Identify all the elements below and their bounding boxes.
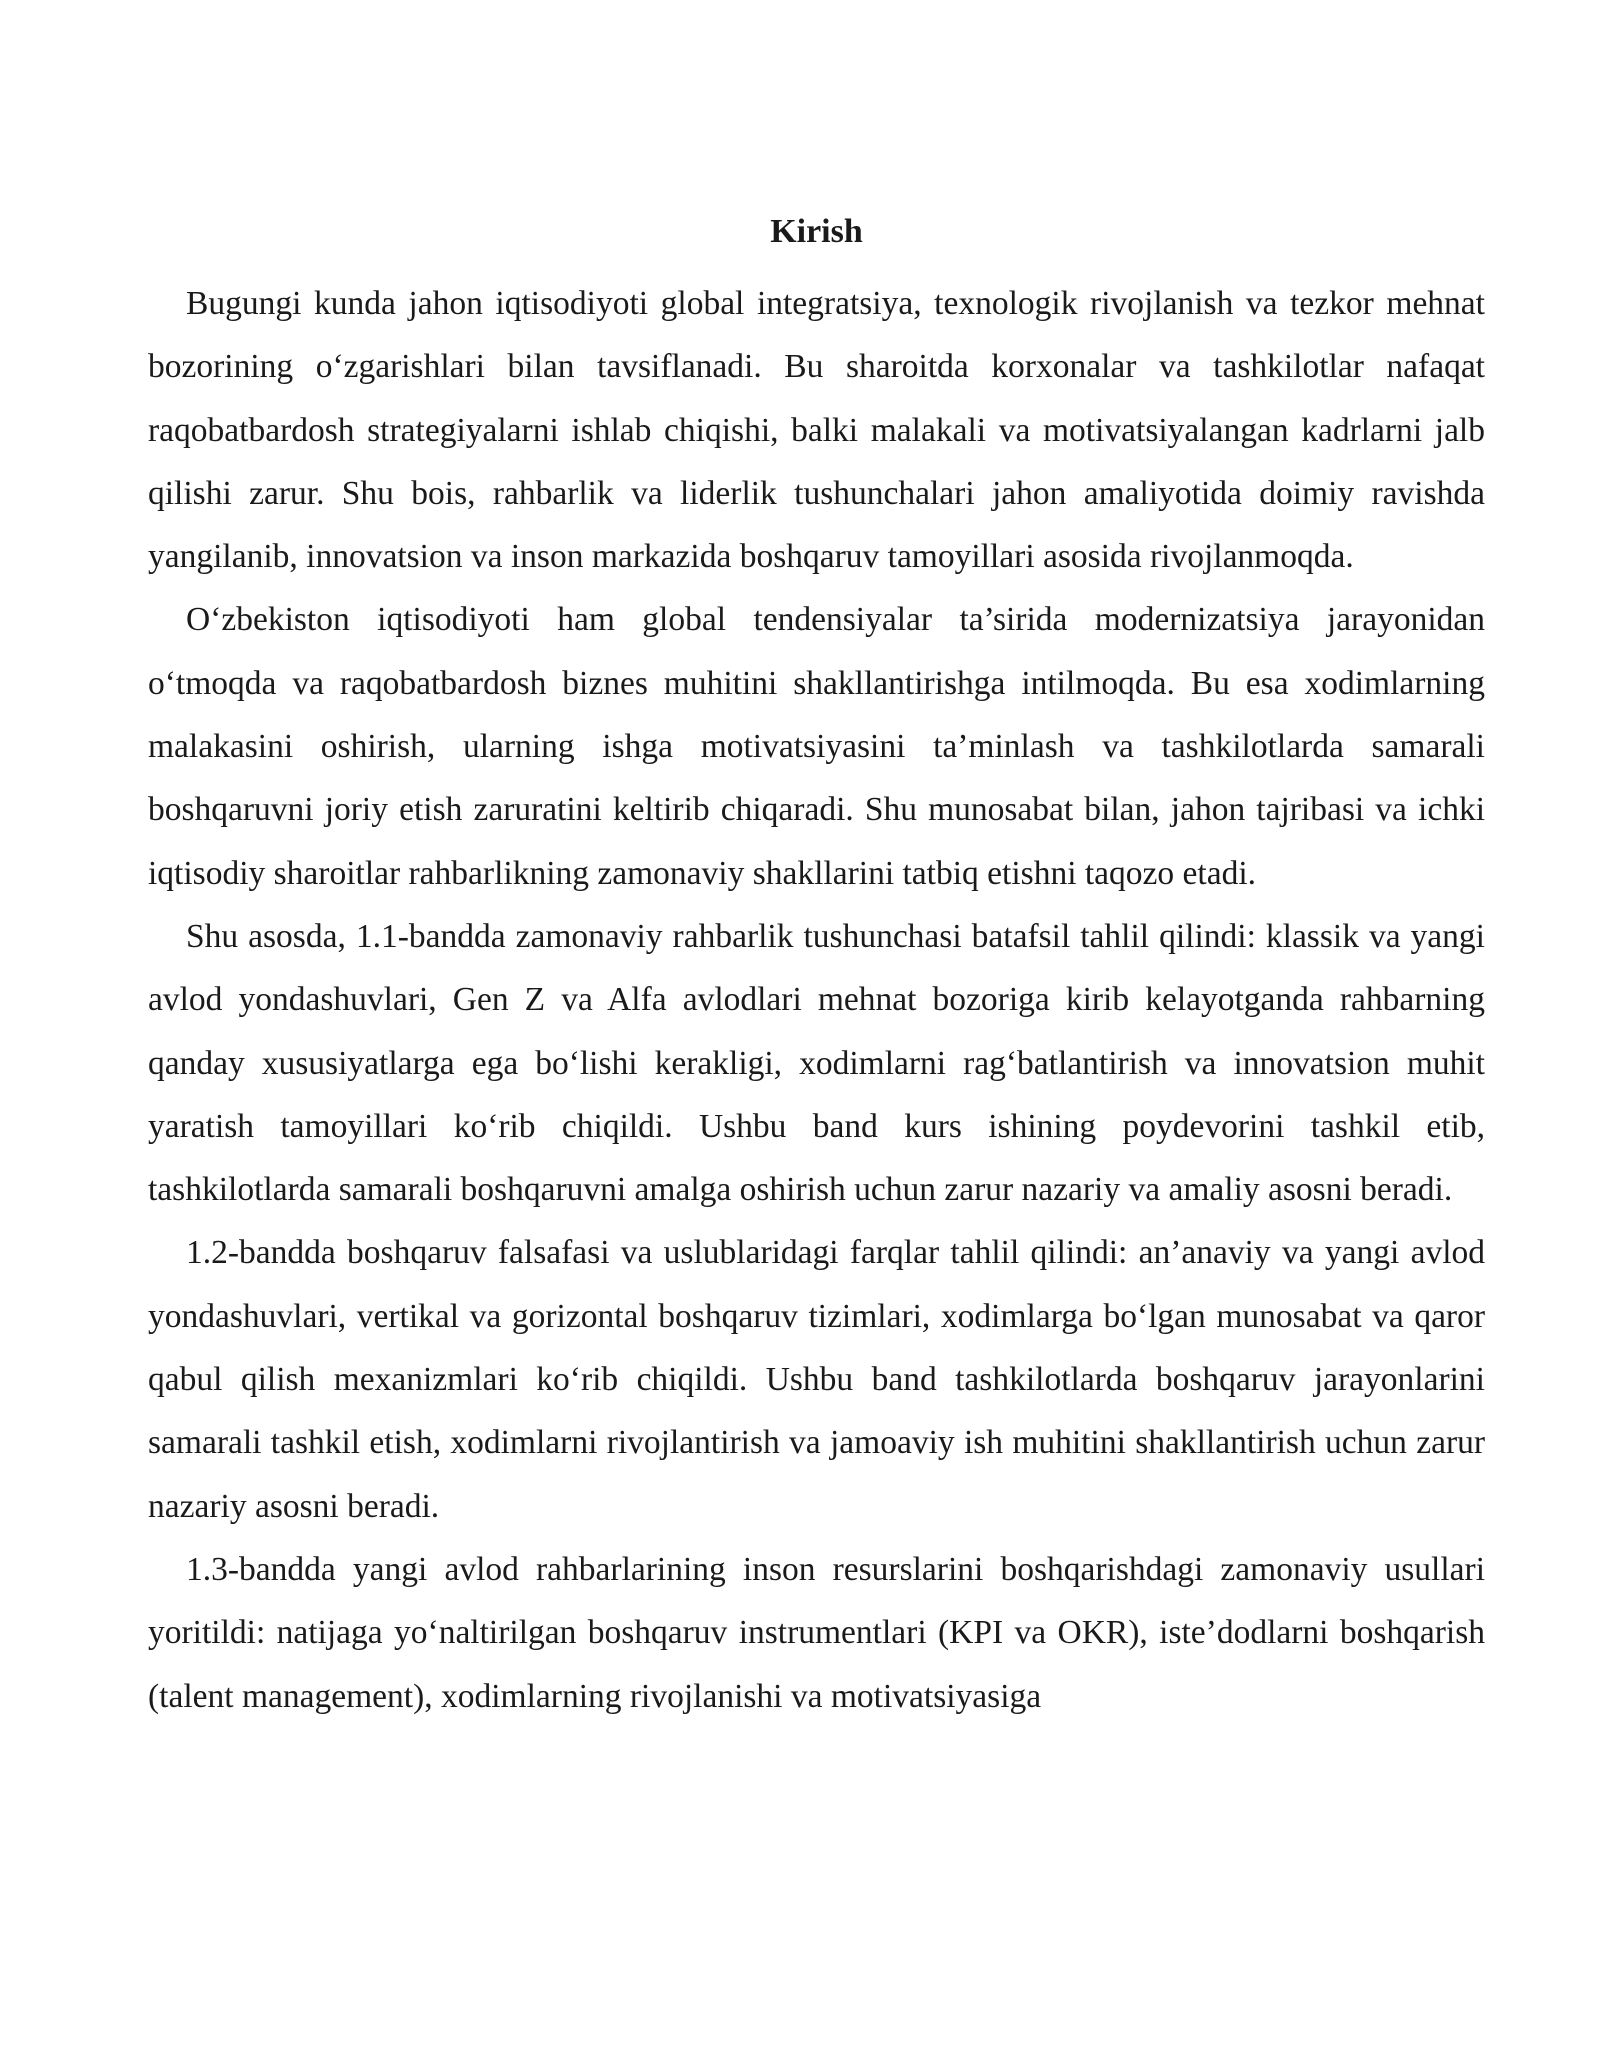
paragraph-2: O‘zbekiston iqtisodiyoti ham global tendensiyalar ta’sirida modernizatsiya jarayonidan o‘tmoqda va raqobatbardosh biznes muhitini shakllantirishga intilmoqda. Bu esa xodimlarning malakasini oshirish, ularning ishga motivatsiyasini ta’minlash va tashkilotlarda samarali boshqaruvni joriy etish zaruratini keltirib chiqaradi. Shu munosabat bilan, jahon tajribasi va ichki iqtisodiy sharoitlar rahbarlikning zamonaviy shakllarini tatbiq etishni taqozo etadi. <box>148 601 1485 892</box>
paragraph-3: Shu asosda, 1.1-bandda zamonaviy rahbarlik tushunchasi batafsil tahlil qilindi: klassik va yangi avlod yondashuvlari, Gen Z va Alfa avlodlari mehnat bozoriga kirib kelayotganda rahbarning qanday xususiyatlarga ega bo‘lishi kerakligi, xodimlarni rag‘batlantirish va innovatsion muhit yaratish tamoyillari ko‘rib chiqildi. Ushbu band kurs ishining poydevorini tashkil etib, tashkilotlarda samarali boshqaruvni amalga oshirish uchun zarur nazariy va amaliy asosni beradi. <box>148 917 1485 1209</box>
page-title: Kirish <box>770 213 863 250</box>
document-page <box>148 210 1485 1728</box>
paragraph-5: 1.3-bandda yangi avlod rahbarlarining inson resurslarini boshqarishdagi zamonaviy usullari yoritildi: natijaga yo‘naltirilgan boshqaruv instrumentlari (KPI va OKR), iste’dodlarni boshqarish (talent management), xodimlarning rivojlanishi va motivatsiyasiga <box>148 1550 1485 1715</box>
paragraph-4: 1.2-bandda boshqaruv falsafasi va uslublaridagi farqlar tahlil qilindi: an’anaviy va yangi avlod yondashuvlari, vertikal va gorizontal boshqaruv tizimlari, xodimlarga bo‘lgan munosabat va qaror qabul qilish mexanizmlari ko‘rib chiqildi. Ushbu band tashkilotlarda boshqaruv jarayonlarini samarali tashkil etish, xodimlarni rivojlantirish va jamoaviy ish muhitini shakllantirish uchun zarur nazariy asosni beradi. <box>148 1234 1485 1525</box>
paragraph-1: Bugungi kunda jahon iqtisodiyoti global integratsiya, texnologik rivojlanish va tezkor mehnat bozorining o‘zgarishlari bilan tavsiflanadi. Bu sharoitda korxonalar va tashkilotlar nafaqat raqobatbardosh strategiyalarni ishlab chiqishi, balki malakali va motivatsiyalangan kadrlarni jalb qilishi zarur. Shu bois, rahbarlik va liderlik tushunchalari jahon amaliyotida doimiy ravishda yangilanib, innovatsion va inson markazida boshqaruv tamoyillari asosida rivojlanmoqda. <box>148 285 1485 576</box>
